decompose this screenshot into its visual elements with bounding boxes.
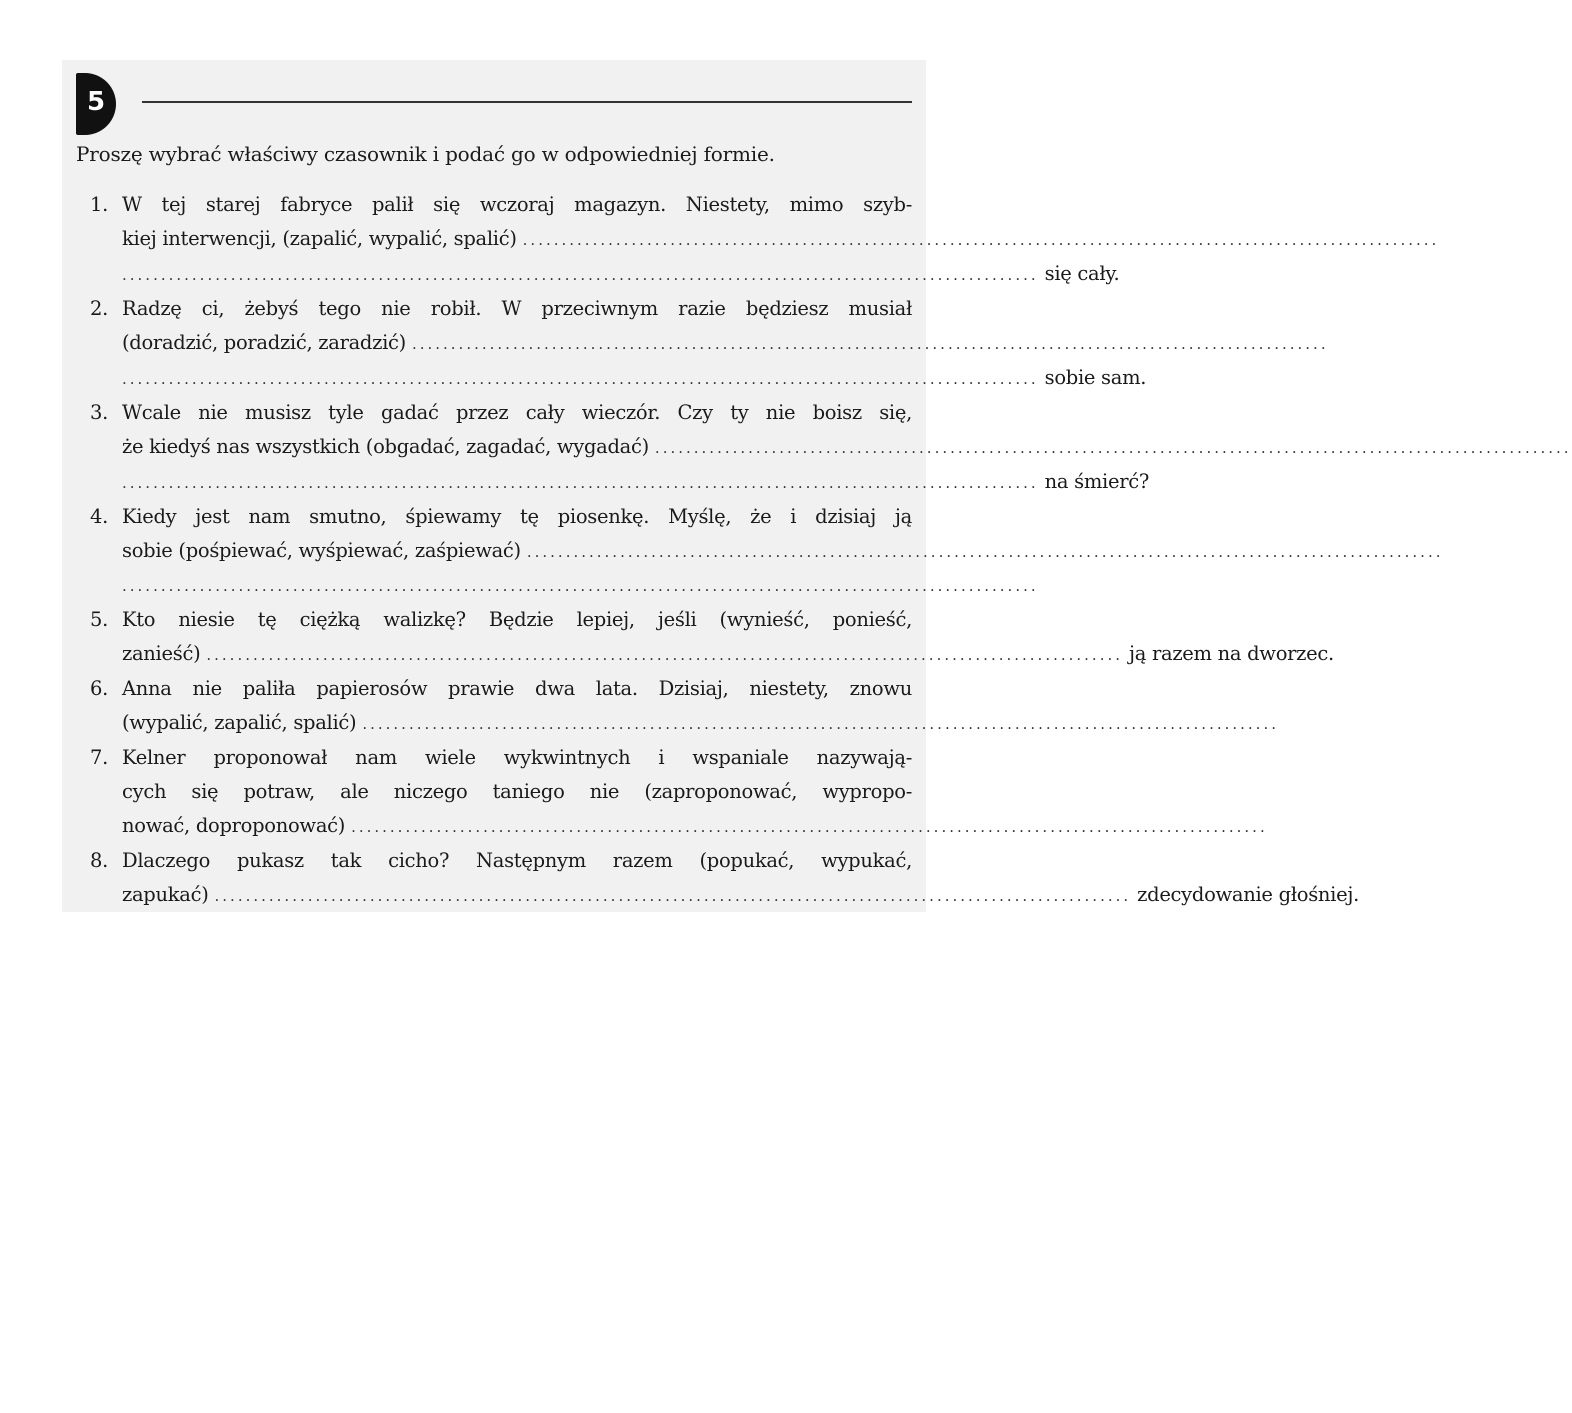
item-number: 5. (90, 608, 109, 631)
item-text: W tej starej fabryce palił się wczoraj magazyn. Niestety, mimo szyb- (122, 193, 912, 216)
answer-blank[interactable]: ...................................................................................................................... (526, 543, 1444, 561)
answer-blank[interactable]: ...................................................................................................................... (122, 474, 1039, 492)
item-number: 4. (90, 505, 109, 528)
item-text-end: ją razem na dworzec. (1129, 642, 1334, 665)
exercise-item-5 (90, 603, 1334, 672)
item-text-end: zdecydowanie głośniej. (1137, 883, 1359, 906)
item-text: Wcale nie musisz tyle gadać przez cały wieczór. Czy ty nie boisz się, (122, 401, 912, 424)
item-text: Anna nie paliła papierosów prawie dwa lata. Dzisiaj, niestety, znowu (122, 677, 912, 700)
item-text: zapukać) (122, 883, 209, 906)
item-text: Kto niesie tę ciężką walizkę? Będzie lepiej, jeśli (wynieść, ponieść, (122, 608, 912, 631)
item-number: 8. (90, 849, 109, 872)
item-text: Radzę ci, żebyś tego nie robił. W przeciwnym razie będziesz musiał (122, 297, 912, 320)
item-text: (wypalić, zapalić, spalić) (122, 711, 357, 734)
item-text: cych się potraw, ale niczego taniego nie (zaproponować, wypropo- (122, 780, 912, 803)
answer-blank[interactable]: ...................................................................................................................... (206, 646, 1124, 664)
exercise-item-8 (90, 844, 1359, 913)
exercise-item-3 (90, 396, 1572, 500)
item-text: Dlaczego pukasz tak cicho? Następnym razem (popukać, wypukać, (122, 849, 912, 872)
answer-blank[interactable]: ...................................................................................................................... (522, 231, 1440, 249)
exercise-number-badge (76, 73, 116, 135)
item-text: (doradzić, poradzić, zaradzić) (122, 331, 406, 354)
answer-blank[interactable]: ...................................................................................................................... (362, 715, 1279, 733)
item-text: zanieść) (122, 642, 201, 665)
item-number: 7. (90, 746, 109, 769)
item-text: sobie (pośpiewać, wyśpiewać, zaśpiewać) (122, 539, 521, 562)
exercise-number: 5 (87, 87, 106, 117)
header-rule (142, 101, 912, 103)
answer-blank[interactable]: ...................................................................................................................... (214, 887, 1132, 905)
answer-blank[interactable]: ...................................................................................................................... (351, 818, 1268, 836)
item-number: 1. (90, 193, 109, 216)
answer-blank[interactable]: ...................................................................................................................... (654, 439, 1572, 457)
item-text: kiej interwencji, (zapalić, wypalić, spalić) (122, 227, 517, 250)
item-number: 6. (90, 677, 109, 700)
exercise-item-1 (90, 188, 1440, 292)
item-text: nować, doproponować) (122, 814, 346, 837)
item-text: Kiedy jest nam smutno, śpiewamy tę piosenkę. Myślę, że i dzisiaj ją (122, 505, 912, 528)
exercise-scan (62, 60, 1572, 912)
exercise-item-7 (90, 741, 1268, 844)
item-text-end: się cały. (1044, 262, 1120, 285)
item-text: Kelner proponował nam wiele wykwintnych i wspaniale nazywają- (122, 746, 912, 769)
answer-blank[interactable]: ...................................................................................................................... (122, 370, 1039, 388)
item-text: że kiedyś nas wszystkich (obgadać, zagadać, wygadać) (122, 435, 649, 458)
answer-blank[interactable]: ...................................................................................................................... (411, 335, 1329, 353)
item-number: 2. (90, 297, 109, 320)
exercise-items (90, 188, 1572, 913)
item-text-end: na śmierć? (1044, 470, 1149, 493)
exercise-item-4 (90, 500, 1444, 603)
answer-blank[interactable]: ...................................................................................................................... (122, 266, 1039, 284)
item-number: 3. (90, 401, 109, 424)
item-text-end: sobie sam. (1044, 366, 1147, 389)
exercise-item-2 (90, 292, 1329, 396)
exercise-instruction: Proszę wybrać właściwy czasownik i podać go w odpowiedniej formie. (76, 142, 775, 166)
exercise-item-6 (90, 672, 1279, 741)
answer-blank[interactable]: ...................................................................................................................... (122, 577, 1039, 595)
